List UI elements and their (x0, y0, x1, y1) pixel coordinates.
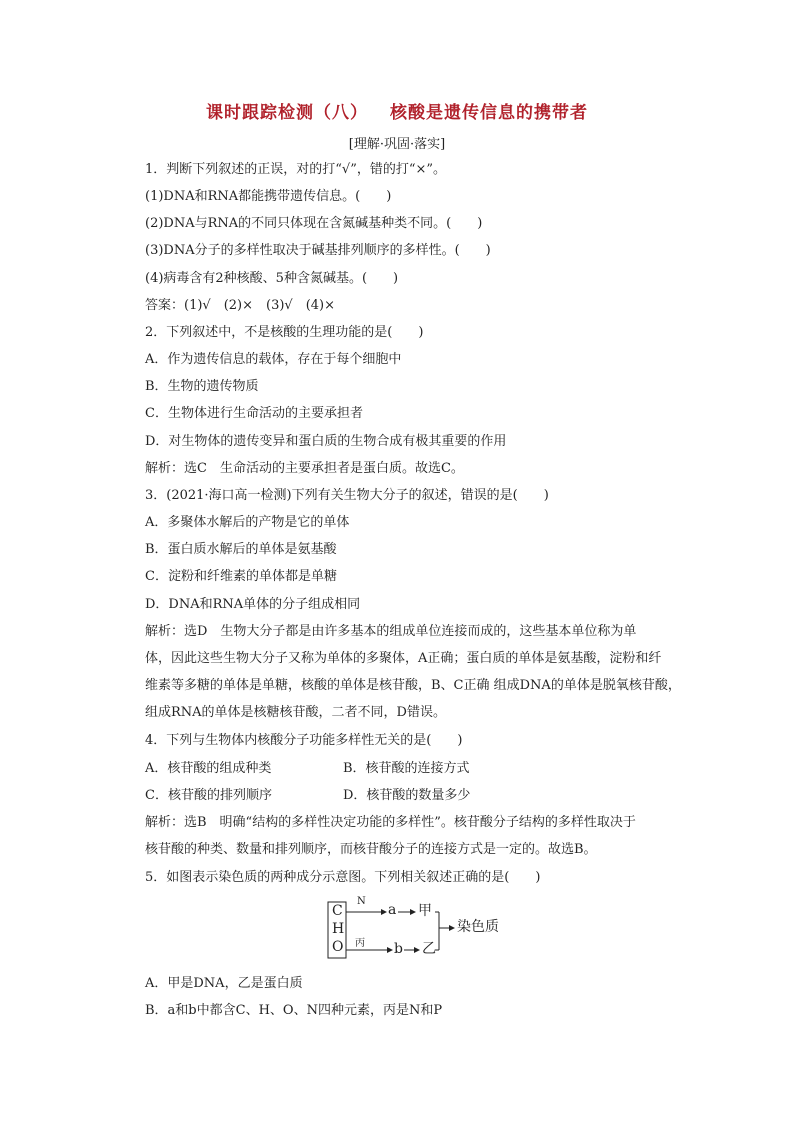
q1-item-1: (1)DNA和RNA都能携带遗传信息。( ) (145, 189, 392, 204)
q1-item-2: (2)DNA与RNA的不同只体现在含氮碱基种类不同。( ) (145, 216, 483, 231)
q4-option-b: B．核苷酸的连接方式 (343, 761, 470, 776)
chromatin-diagram (325, 896, 515, 962)
node-b: b (394, 941, 403, 957)
q4-analysis-line-2: 核苷酸的种类、数量和排列顺序，而核苷酸分子的连接方式是一定的。故选B。 (145, 842, 597, 857)
q1-item-4: (4)病毒含有2种核酸、5种含氮碱基。( ) (145, 271, 399, 286)
q3-option-d: D．DNA和RNA单体的分子组成相同 (145, 597, 361, 612)
q4-option-c: C．核苷酸的排列顺序 (145, 788, 272, 803)
q2-option-d: D．对生物体的遗传变异和蛋白质的生物合成有极其重要的作用 (145, 434, 507, 449)
result-chromatin: 染色质 (457, 919, 499, 935)
q4-option-d: D．核苷酸的数量多少 (343, 788, 471, 803)
product-jia: 甲 (418, 903, 432, 919)
q5-option-a: A．甲是DNA，乙是蛋白质 (145, 976, 303, 991)
q2-option-b: B．生物的遗传物质 (145, 379, 259, 394)
q3-option-c: C．淀粉和纤维素的单体都是单糖 (145, 569, 337, 584)
q2-option-a: A．作为遗传信息的载体，存在于每个细胞中 (145, 352, 402, 367)
q2-option-c: C．生物体进行生命活动的主要承担者 (145, 406, 363, 421)
q3-stem: 3．(2021·海口高一检测)下列有关生物大分子的叙述，错误的是( ) (145, 488, 549, 503)
q5-stem: 5．如图表示染色质的两种成分示意图。下列相关叙述正确的是( ) (145, 870, 541, 885)
q5-option-b: B．a和b中都含C、H、O、N四种元素，丙是N和P (145, 1003, 443, 1018)
q3-analysis-line-4: 组成RNA的单体是核糖核苷酸，二者不同，D错误。 (145, 705, 446, 720)
product-yi: 乙 (422, 941, 436, 957)
page-title (0, 98, 794, 123)
element-o: O (332, 939, 344, 955)
q4-stem: 4．下列与生物体内核酸分子功能多样性无关的是( ) (145, 733, 463, 748)
element-h: H (332, 921, 345, 937)
node-a: a (388, 902, 397, 918)
q1-item-3: (3)DNA分子的多样性取决于碱基排列顺序的多样性。( ) (145, 243, 491, 258)
q3-option-b: B．蛋白质水解后的单体是氨基酸 (145, 542, 337, 557)
section-subtitle: [理解·巩固·落实] (348, 137, 446, 152)
q1-answer: 答案：(1)√ (2)× (3)√ (4)× (145, 298, 336, 313)
title-part-2: 核酸是遗传信息的携带者 (390, 103, 588, 123)
title-part-1: 课时跟踪检测（八） (206, 103, 368, 123)
q1-stem: 1．判断下列叙述的正误，对的打“√”，错的打“×”。 (145, 162, 447, 177)
q2-stem: 2．下列叙述中，不是核酸的生理功能的是( ) (145, 325, 424, 340)
q3-analysis-line-1: 解析：选D 生物大分子都是由许多基本的组成单位连接而成的，这些基本单位称为单 (145, 624, 637, 639)
q2-analysis: 解析：选C 生命活动的主要承担者是蛋白质。故选C。 (145, 461, 464, 476)
q4-option-a: A．核苷酸的组成种类 (145, 761, 272, 776)
label-n: N (357, 896, 366, 907)
q3-analysis-line-3: 维素等多糖的单体是单糖，核酸的单体是核苷酸，B、C正确 组成DNA的单体是脱氧核苷酸， (145, 678, 681, 693)
element-c: C (332, 903, 343, 919)
q4-analysis-line-1: 解析：选B 明确“结构的多样性决定功能的多样性”。核苷酸分子结构的多样性取决于 (145, 815, 636, 830)
q3-option-a: A．多聚体水解后的产物是它的单体 (145, 515, 350, 530)
label-bing: 丙 (355, 938, 365, 949)
q3-analysis-line-2: 体，因此这些生物大分子又称为单体的多聚体，A正确；蛋白质的单体是氨基酸，淀粉和纤 (145, 651, 662, 666)
